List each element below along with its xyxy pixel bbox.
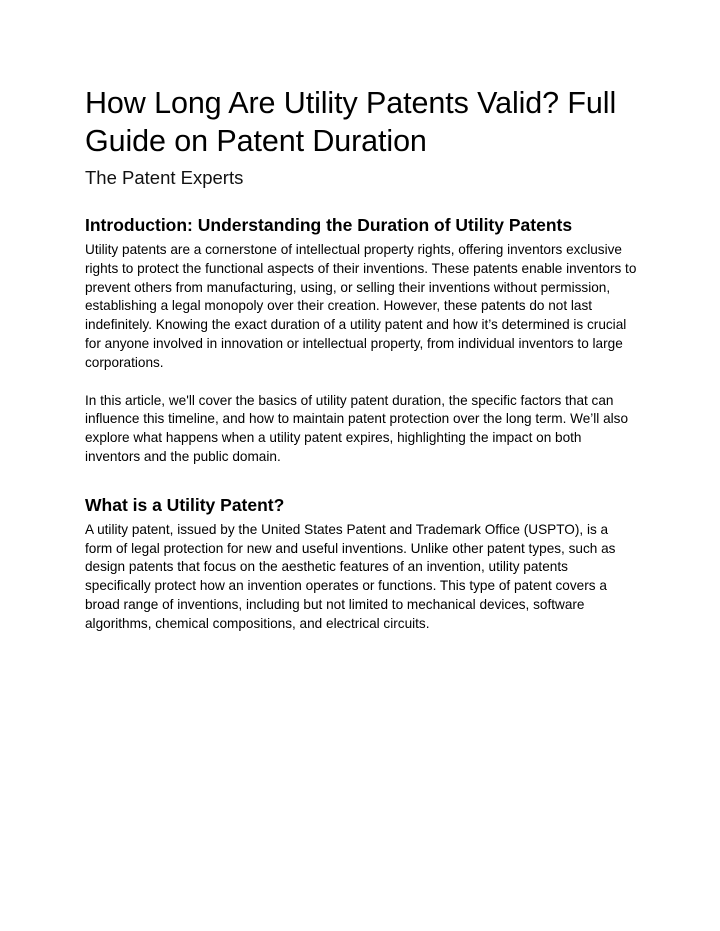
paragraph-introduction-2: In this article, we'll cover the basics of utility patent duration, the specific factors that can influence this timeline, and how to maintain patent protection over the long term. We’ll also explore what happens when a utility patent expires, highlighting the impact on both inventors and the public domain. — [85, 392, 629, 464]
section-heading-what-is-utility-patent: What is a Utility Patent? — [85, 494, 285, 515]
paragraph-introduction-1: Utility patents are a cornerstone of intellectual property rights, offering inventors exclusive rights to protect the functional aspects of their inventions. These patents enable inventors to prevent others from manufacturing, using, or selling their inventions without permission, establishing a legal monopoly over their creation. However, these patents do not last indefinitely. Knowing the exact duration of a utility patent and how it’s determined is crucial for anyone involved in innovation or intellectual property, from individual inventors to large corporations. — [85, 242, 637, 370]
document-subtitle: The Patent Experts — [85, 167, 244, 188]
paragraph-what-is-utility-patent: A utility patent, issued by the United States Patent and Trademark Office (USPTO), is a form of legal protection for new and useful inventions. Unlike other patent types, such as design patents that focus on the aesthetic features of an invention, utility patents specifically protect how an invention operates or functions. This type of patent covers a broad range of inventions, including but not limited to mechanical devices, software algorithms, chemical compositions, and electrical circuits. — [85, 521, 616, 631]
document-body — [85, 84, 637, 634]
document-title: How Long Are Utility Patents Valid? Full Guide on Patent Duration — [85, 86, 617, 158]
section-heading-introduction: Introduction: Understanding the Duration of Utility Patents — [85, 215, 573, 235]
